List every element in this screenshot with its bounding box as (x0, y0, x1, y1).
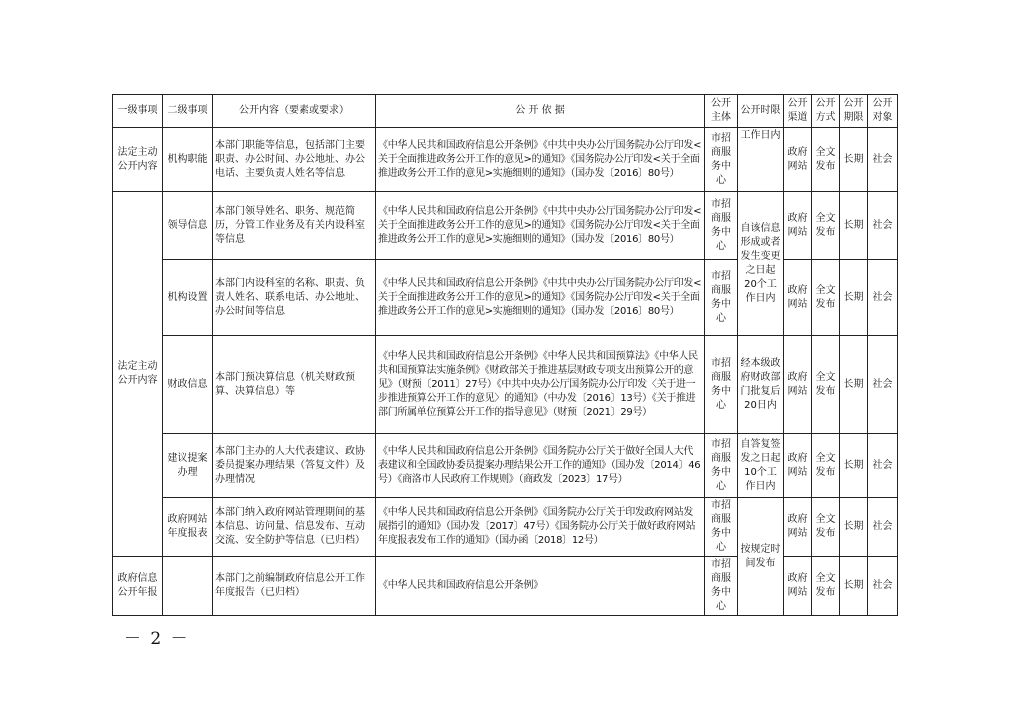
method-cell: 全文发布 (812, 434, 840, 498)
disclosure-table (112, 94, 898, 616)
level2-cell: 机构职能 (163, 128, 213, 192)
basis-cell: 《中华人民共和国政府信息公开条例》 (376, 557, 705, 616)
level2-cell: 政府网站年度报表 (163, 498, 213, 557)
level1-cell: 法定主动公开内容 (113, 192, 163, 557)
page-number: － 2 － (124, 629, 190, 649)
table-row (113, 498, 898, 557)
channel-cell: 政府网站 (784, 192, 812, 260)
method-cell: 全文发布 (812, 498, 840, 557)
content-cell: 本部门领导姓名、职务、规范简历，分管工作业务及有关内设科室等信息 (213, 192, 376, 260)
period-cell: 长期 (840, 192, 868, 260)
subject-cell: 市招商服务中心 (705, 260, 738, 336)
level2-cell: 建议提案办理 (163, 434, 213, 498)
target-cell: 社会 (868, 498, 898, 557)
period-cell: 长期 (840, 128, 868, 192)
header-level1: 一级事项 (113, 95, 163, 128)
level2-cell: 机构设置 (163, 260, 213, 336)
channel-cell: 政府网站 (784, 128, 812, 192)
header-subject: 公开主体 (705, 95, 738, 128)
level1-cell: 法定主动公开内容 (113, 128, 163, 192)
basis-cell: 《中华人民共和国政府信息公开条例》《中共中央办公厅国务院办公厅印发<关于全面推进政务公开工作的意见>的通知》《国务院办公厅印发<关于全面推进政务公开工作的意见>实施细则的通知》（国办发〔2016〕80号） (376, 260, 705, 336)
target-cell: 社会 (868, 434, 898, 498)
header-channel: 公开渠道 (784, 95, 812, 128)
subject-cell: 市招商服务中心 (705, 128, 738, 192)
table-row (113, 336, 898, 434)
target-cell: 社会 (868, 260, 898, 336)
period-cell: 长期 (840, 557, 868, 616)
period-cell: 长期 (840, 498, 868, 557)
subject-cell: 市招商服务中心 (705, 336, 738, 434)
basis-cell: 《中华人民共和国政府信息公开条例》《中共中央办公厅国务院办公厅印发<关于全面推进政务公开工作的意见>的通知》《国务院办公厅印发<关于全面推进政务公开工作的意见>实施细则的通知》（国办发〔2016〕80号） (376, 192, 705, 260)
channel-cell: 政府网站 (784, 260, 812, 336)
table-row (113, 128, 898, 192)
method-cell: 全文发布 (812, 336, 840, 434)
target-cell: 社会 (868, 336, 898, 434)
header-content: 公开内容（要素或要求） (213, 95, 376, 128)
method-cell: 全文发布 (812, 192, 840, 260)
subject-cell: 市招商服务中心 (705, 192, 738, 260)
channel-cell: 政府网站 (784, 557, 812, 616)
subject-cell: 市招商服务中心 (705, 434, 738, 498)
table-row (113, 192, 898, 260)
time-cell: 自该信息形成或者发生变更之日起20个工作日内 (738, 192, 784, 336)
target-cell: 社会 (868, 192, 898, 260)
header-method: 公开方式 (812, 95, 840, 128)
content-cell: 本部门预决算信息（机关财政预算、决算信息）等 (213, 336, 376, 434)
header-time: 公开时限 (738, 95, 784, 128)
method-cell: 全文发布 (812, 557, 840, 616)
basis-cell: 《中华人民共和国政府信息公开条例》《国务院办公厅关于印发政府网站发展指引的通知》（国办发〔2017〕47号）《国务院办公厅关于做好政府网站年度报表发布工作的通知》（国办函〔2018〕12号） (376, 498, 705, 557)
content-cell: 本部门内设科室的名称、职责、负责人姓名、联系电话、办公地址、办公时间等信息 (213, 260, 376, 336)
header-target: 公开对象 (868, 95, 898, 128)
content-cell: 本部门之前编制政府信息公开工作年度报告（已归档） (213, 557, 376, 616)
target-cell: 社会 (868, 128, 898, 192)
time-cell: 自答复签发之日起10个工作日内 (738, 434, 784, 498)
content-cell: 本部门纳入政府网站管理期间的基本信息、访问量、信息发布、互动交流、安全防护等信息（已归档） (213, 498, 376, 557)
method-cell: 全文发布 (812, 128, 840, 192)
level2-cell: 领导信息 (163, 192, 213, 260)
method-cell: 全文发布 (812, 260, 840, 336)
level2-cell (163, 557, 213, 616)
channel-cell: 政府网站 (784, 434, 812, 498)
channel-cell: 政府网站 (784, 498, 812, 557)
subject-cell: 市招商服务中心 (705, 557, 738, 616)
header-basis: 公 开 依 据 (376, 95, 705, 128)
header-row (113, 95, 898, 128)
level2-cell: 财政信息 (163, 336, 213, 434)
period-cell: 长期 (840, 336, 868, 434)
period-cell: 长期 (840, 260, 868, 336)
channel-cell: 政府网站 (784, 336, 812, 434)
basis-cell: 《中华人民共和国政府信息公开条例》《中华人民共和国预算法》《中华人民共和国预算法实施条例》《财政部关于推进基层财政专项支出预算公开的意见》（财预〔2011〕27号）《中共中央办公厅国务院办公厅印发〈关于进一步推进预算公开工作的意见〉的通知》（中办发〔2016〕13号）《关于推进部门所属单位预算公开工作的指导意见》（财预〔2021〕29号） (376, 336, 705, 434)
table-row (113, 434, 898, 498)
content-cell: 本部门主办的人大代表建议、政协委员提案办理结果（答复文件）及办理情况 (213, 434, 376, 498)
time-cell: 按规定时间发布 (738, 498, 784, 616)
header-period: 公开期限 (840, 95, 868, 128)
content-cell: 本部门职能等信息，包括部门主要职责、办公时间、办公地址、办公电话、主要负责人姓名等信息 (213, 128, 376, 192)
time-cell: 工作日内 (738, 128, 784, 192)
time-cell: 经本级政府财政部门批复后20日内 (738, 336, 784, 434)
header-level2: 二级事项 (163, 95, 213, 128)
target-cell: 社会 (868, 557, 898, 616)
level1-cell: 政府信息公开年报 (113, 557, 163, 616)
basis-cell: 《中华人民共和国政府信息公开条例》《国务院办公厅关于做好全国人大代表建议和全国政协委员提案办理结果公开工作的通知》（国办发〔2014〕46号）《商洛市人民政府工作规则》（商政发〔2023〕17号） (376, 434, 705, 498)
subject-cell: 市招商服务中心 (705, 498, 738, 557)
basis-cell: 《中华人民共和国政府信息公开条例》《中共中央办公厅国务院办公厅印发<关于全面推进政务公开工作的意见>的通知》《国务院办公厅印发<关于全面推进政务公开工作的意见>实施细则的通知》（国办发〔2016〕80号） (376, 128, 705, 192)
period-cell: 长期 (840, 434, 868, 498)
